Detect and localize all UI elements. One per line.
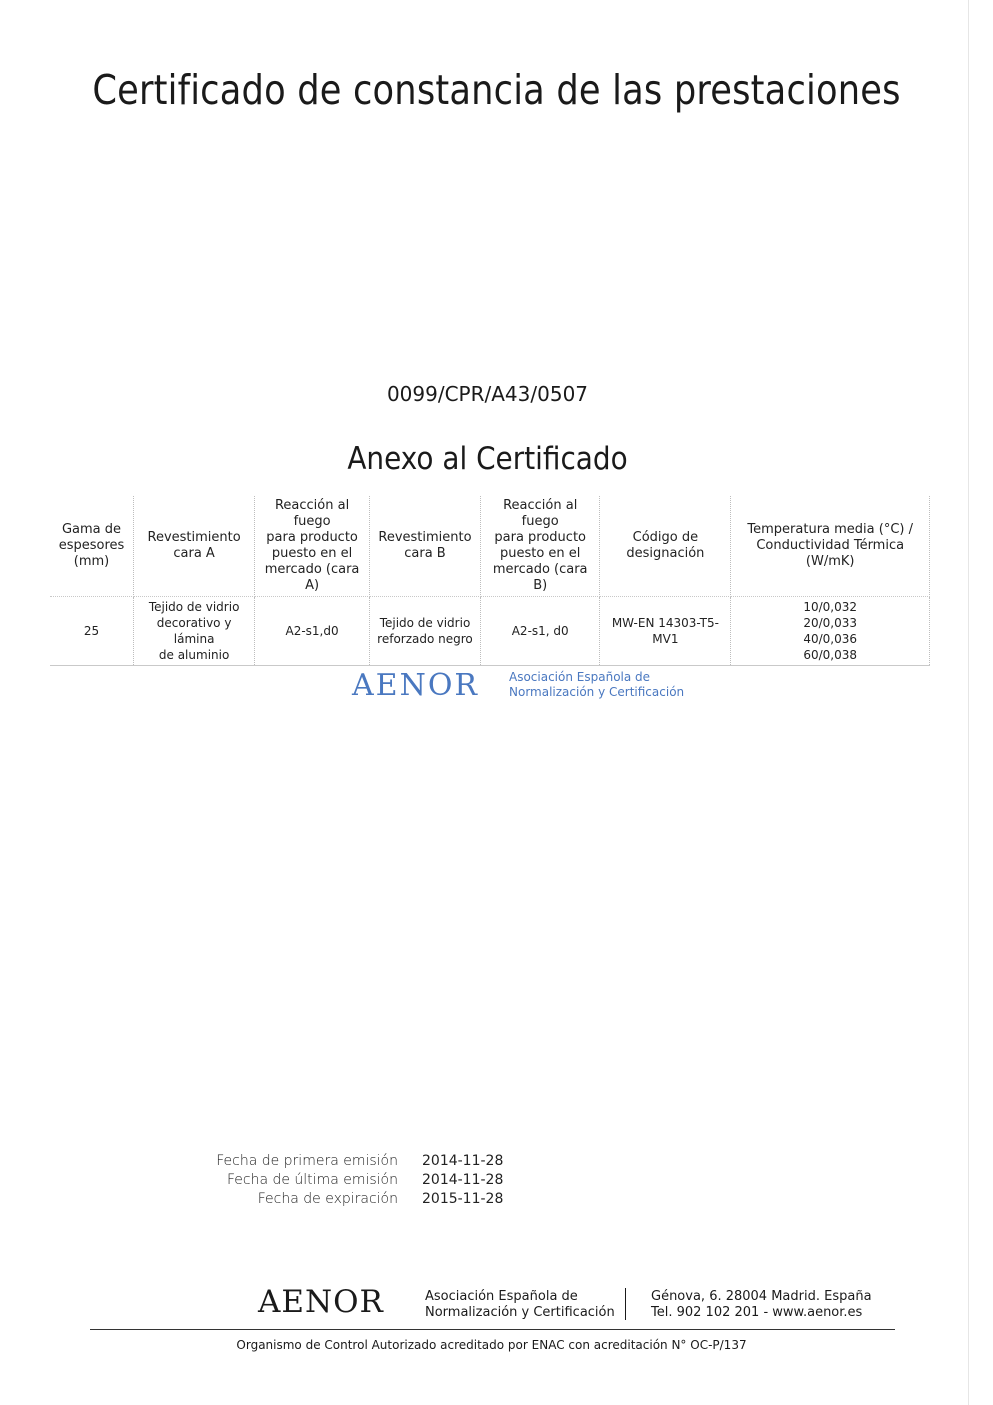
footer-accreditation: Organismo de Control Autorizado acreditado por ENAC con acreditación N° OC-P/137 <box>236 1338 747 1352</box>
cell-coating-a: Tejido de vidrio decorativo y lámina de aluminio <box>134 597 255 666</box>
cell-designation-code: MW-EN 14303-T5-MV1 <box>600 597 731 666</box>
aenor-stamp-text <box>509 670 684 700</box>
annex-title: Anexo al Certificado <box>347 441 628 477</box>
stamp-line-1: Asociación Española de <box>509 670 651 684</box>
footer-address <box>651 1289 872 1321</box>
cell-thickness: 25 <box>50 597 134 666</box>
table-header-row <box>50 496 930 597</box>
footer-address-line-1: Génova, 6. 28004 Madrid. España <box>651 1289 872 1304</box>
table-row <box>50 597 930 666</box>
page-edge <box>968 0 969 1405</box>
certificate-number: 0099/CPR/A43/0507 <box>386 382 589 406</box>
annex-table <box>50 496 930 666</box>
aenor-stamp-logo: AENOR <box>352 668 479 703</box>
header-coating-b: Revestimiento cara B <box>369 496 480 597</box>
header-designation-code: Código de designación <box>600 496 731 597</box>
issue-dates <box>180 1152 542 1209</box>
last-issue-label: Fecha de última emisión <box>226 1172 398 1188</box>
footer-separator <box>625 1288 626 1320</box>
expiry-row <box>180 1190 542 1209</box>
header-fire-reaction-a: Reacción al fuego para producto puesto en el mercado (cara A) <box>255 496 370 597</box>
footer-org-line-1: Asociación Española de <box>425 1289 578 1304</box>
cell-coating-b: Tejido de vidrio reforzado negro <box>369 597 480 666</box>
footer-organization <box>425 1289 615 1321</box>
first-issue-row <box>180 1152 542 1171</box>
cell-fire-reaction-b: A2-s1, d0 <box>481 597 600 666</box>
footer-org-line-2: Normalización y Certificación <box>425 1305 615 1320</box>
cell-fire-reaction-a: A2-s1,d0 <box>255 597 370 666</box>
document-title: Certificado de constancia de las prestaciones <box>92 66 901 114</box>
first-issue-value: 2014-11-28 <box>422 1153 504 1169</box>
footer-address-line-2: Tel. 902 102 201 - www.aenor.es <box>651 1305 863 1320</box>
expiry-label: Fecha de expiración <box>257 1191 398 1207</box>
expiry-value: 2015-11-28 <box>422 1191 504 1207</box>
last-issue-row <box>180 1171 542 1190</box>
cell-thermal-conductivity: 10/0,032 20/0,033 40/0,036 60/0,038 <box>731 597 930 666</box>
last-issue-value: 2014-11-28 <box>422 1172 504 1188</box>
footer-rule <box>90 1329 895 1330</box>
aenor-footer-logo: AENOR <box>258 1284 384 1320</box>
first-issue-label: Fecha de primera emisión <box>216 1153 398 1169</box>
header-fire-reaction-b: Reacción al fuego para producto puesto en el mercado (cara B) <box>481 496 600 597</box>
header-thermal-conductivity: Temperatura media (°C) / Conductividad Térmica (W/mK) <box>731 496 930 597</box>
header-thickness-range: Gama de espesores (mm) <box>50 496 134 597</box>
stamp-line-2: Normalización y Certificación <box>509 685 685 699</box>
header-coating-a: Revestimiento cara A <box>134 496 255 597</box>
